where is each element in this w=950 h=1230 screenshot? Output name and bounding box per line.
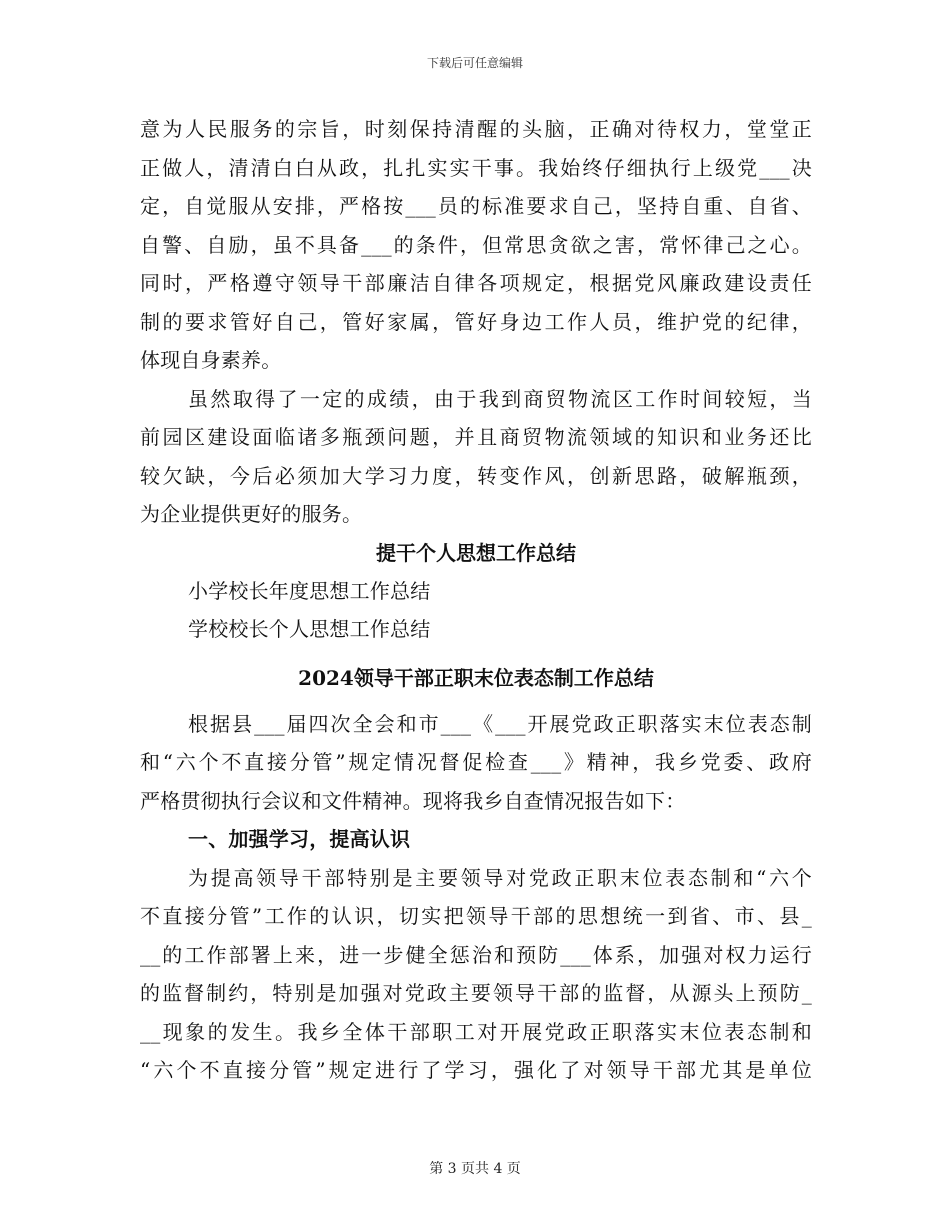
text-line: 定，自觉服从安排，严格按___员的标准要求自己，坚持自重、自省、 <box>140 194 812 218</box>
page-header: 下载后可任意编辑 <box>426 56 523 70</box>
text-line: 为提高领导干部特别是主要领导对党政正职末位表态制和“六个 <box>188 865 812 890</box>
text-line: 和“六个不直接分管”规定情况督促检查___》精神，我乡党委、政府 <box>140 750 812 774</box>
section-body <box>140 859 812 1090</box>
text-line: __现象的发生。我乡全体干部职工对开展党政正职落实末位表态制和 <box>140 1019 812 1044</box>
text-line: 虽然取得了一定的成绩，由于我到商贸物流区工作时间较短，当 <box>188 386 812 411</box>
text-line: 较欠缺，今后必须加大学习力度，转变作风，创新思路，破解瓶颈， <box>140 463 812 488</box>
text-line: “六个不直接分管”规定进行了学习，强化了对领导干部尤其是单位 <box>140 1058 812 1082</box>
text-line: 同时，严格遵守领导干部廉洁自律各项规定，根据党风廉政建设责任 <box>140 271 812 295</box>
text-line: 体现自身素养。 <box>140 348 282 372</box>
text-line: 意为人民服务的宗旨，时刻保持清醒的头脑，正确对待权力，堂堂正 <box>140 117 812 141</box>
document-body <box>140 110 812 1090</box>
paragraph <box>140 380 812 534</box>
article-title: 2024领导干部正职末位表态制工作总结 <box>298 665 654 690</box>
text-line: 正做人，清清白白从政，扎扎实实干事。我始终仔细执行上级党___决 <box>140 155 812 180</box>
paragraph-continuation <box>140 110 812 380</box>
section-heading: 一、加强学习，提高认识 <box>188 827 411 851</box>
text-line: 不直接分管”工作的认识，切实把领导干部的思想统一到省、市、县_ <box>140 904 812 928</box>
text-line: 自警、自励，虽不具备___的条件，但常思贪欲之害，常怀律己之心。 <box>140 232 812 257</box>
article <box>140 659 812 1090</box>
text-line: 严格贯彻执行会议和文件精神。现将我乡自查情况报告如下： <box>140 788 686 813</box>
related-title: 提干个人思想工作总结 <box>376 540 576 565</box>
page-footer: 第 3 页共 4 页 <box>429 1161 521 1177</box>
text-line: 根据县___届四次全会和市___《___开展党政正职落实末位表态制 <box>188 711 812 736</box>
text-line: 的监督制约，特别是加强对党政主要领导干部的监督，从源头上预防_ <box>140 981 812 1005</box>
text-line: 制的要求管好自己，管好家属，管好身边工作人员，维护党的纪律， <box>140 309 812 334</box>
article-intro <box>140 705 812 821</box>
related-link[interactable]: 学校校长个人思想工作总结 <box>188 617 431 641</box>
text-line: __的工作部署上来，进一步健全惩治和预防___体系，加强对权力运行 <box>140 942 812 967</box>
related-link[interactable]: 小学校长年度思想工作总结 <box>188 578 431 603</box>
related-section <box>140 534 812 649</box>
text-line: 为企业提供更好的服务。 <box>140 502 363 526</box>
text-line: 前园区建设面临诸多瓶颈问题，并且商贸物流领域的知识和业务还比 <box>140 425 812 449</box>
